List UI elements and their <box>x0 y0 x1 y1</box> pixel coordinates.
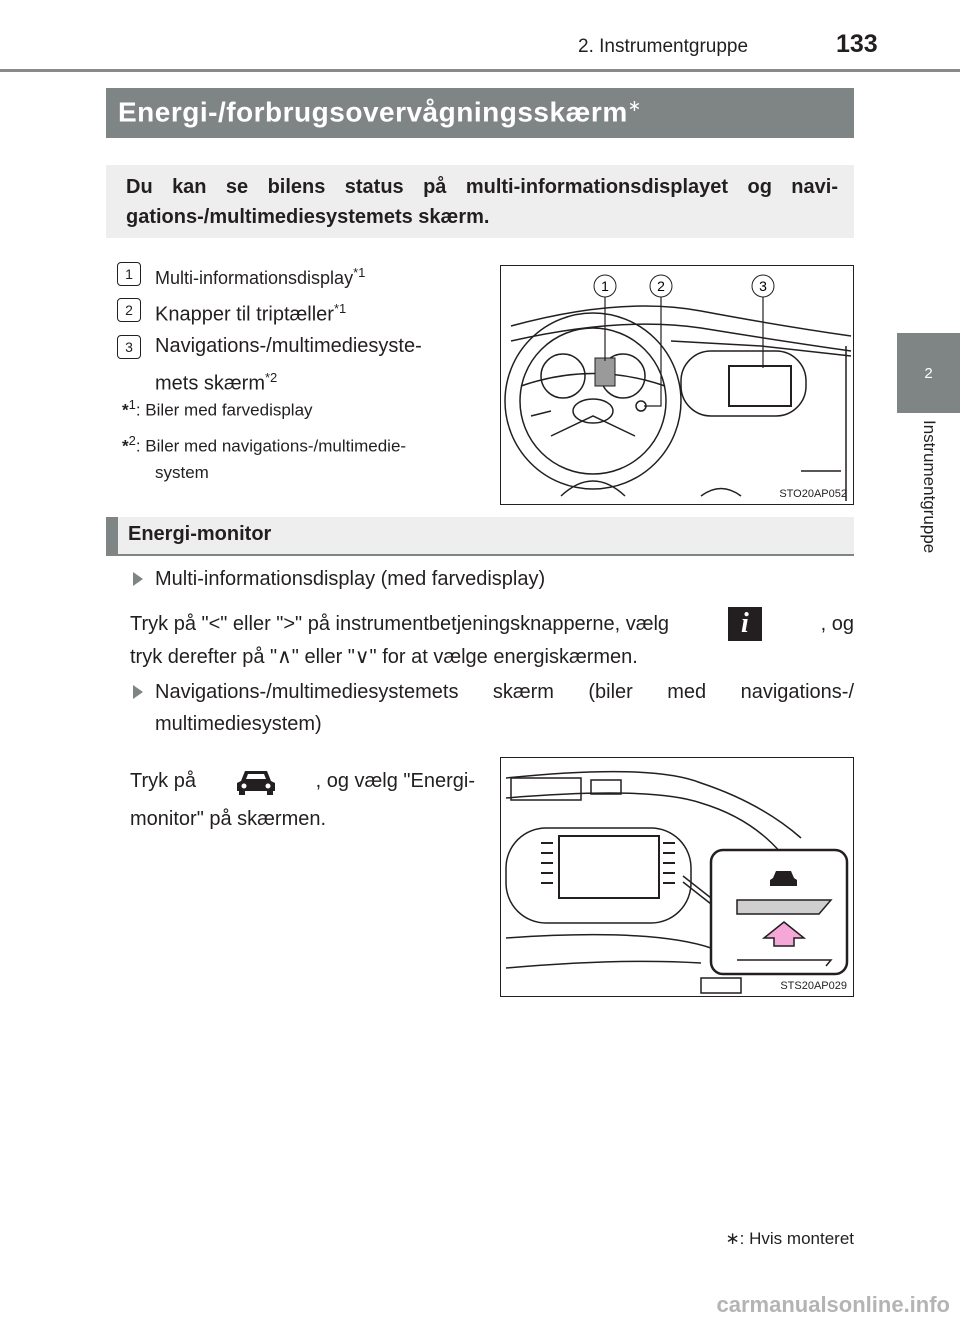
title-bar <box>106 88 854 138</box>
chapter-tab-label <box>897 420 960 590</box>
fig-footnote-2-mark: * <box>122 436 129 456</box>
info-i-icon: i <box>728 607 762 641</box>
page-number: 133 <box>836 30 878 58</box>
callout-number-3: 3 <box>117 335 141 359</box>
callout-1-note: *1 <box>353 265 366 280</box>
fig-footnote-1-text: : Biler med farvedisplay <box>135 400 313 420</box>
fig-footnote-2-line2: system <box>155 462 209 482</box>
callout-3-line1: Navigations-/multimediesyste- <box>155 335 422 357</box>
page-footnote: ∗: Hvis monteret <box>725 1229 854 1248</box>
section-heading <box>106 517 854 556</box>
triangle-bullet-icon <box>133 685 143 699</box>
callout-2-note: *1 <box>333 301 347 316</box>
page-title-text: Energi-/forbrugsovervågningsskærm <box>118 96 628 128</box>
fig1-label-2: 2 <box>657 278 665 294</box>
fig-footnote-2-text: : Biler med navigations-/multimedie- <box>135 436 407 456</box>
fig1-label-1: 1 <box>601 278 609 294</box>
callout-2 <box>155 293 346 331</box>
chapter-heading: 2. Instrumentgruppe <box>578 36 749 57</box>
intro-text: Du kan se bilens status på multi-informationsdisplayet og navi-gations-/multimediesystemets skærm. <box>126 176 838 228</box>
multimedia-figure <box>500 757 854 997</box>
dashboard-figure <box>500 265 854 505</box>
paragraph-1 <box>130 607 854 673</box>
paragraph-2 <box>130 762 475 838</box>
car-icon <box>235 765 277 797</box>
callout-1-text: Multi-informationsdisplay <box>155 268 354 288</box>
figure1-code: STO20AP052 <box>779 488 847 500</box>
dashboard-illustration <box>501 266 853 504</box>
page-title <box>118 96 642 128</box>
chapter-tab: 2 <box>897 333 960 413</box>
bullet-2: Navigations-/multimediesystemets skærm (biler med navigations-/ multimediesystem) <box>155 681 854 735</box>
callout-number-2: 2 <box>117 298 141 322</box>
fig1-label-3: 3 <box>759 278 767 294</box>
paragraph-1-after: , og <box>820 613 854 635</box>
fig-footnote-1-mark: * <box>122 400 129 420</box>
fig-footnote-2 <box>122 428 492 486</box>
intro-box <box>106 165 854 238</box>
callout-2-text: Knapper til triptæller <box>155 303 334 326</box>
callout-3 <box>155 330 422 400</box>
callout-number-1: 1 <box>117 262 141 286</box>
paragraph-2-line2: monitor" på skærmen. <box>130 808 327 830</box>
fig-footnote-1 <box>122 392 313 424</box>
title-mark: ∗ <box>627 98 642 115</box>
fig-footnote-2-sup: 2 <box>128 433 136 448</box>
figure2-code: STS20AP029 <box>780 980 847 992</box>
callout-3-line2: mets skærm <box>155 372 265 395</box>
triangle-bullet-icon <box>133 572 143 586</box>
callout-3-note: *2 <box>265 370 278 385</box>
fig-footnote-1-sup: 1 <box>128 397 136 412</box>
bullet-1: Multi-informationsdisplay (med farvedisplay) <box>155 568 546 590</box>
paragraph-1-line2: tryk derefter på "∧" eller "∨" for at vælge energiskærmen. <box>130 646 638 668</box>
chapter-tab-label-text: Instrumentgruppe <box>919 420 939 554</box>
multimedia-illustration <box>501 758 853 996</box>
paragraph-2-before: Tryk på <box>130 770 196 792</box>
paragraph-1-before: Tryk på "<" eller ">" på instrumentbetjeningsknapperne, vælg <box>130 613 670 635</box>
callout-1 <box>155 257 365 294</box>
section-heading-text: Energi-monitor <box>128 523 272 545</box>
header-rule <box>0 69 960 72</box>
paragraph-2-after: , og vælg "Energi- <box>315 770 475 792</box>
watermark: carmanualsonline.info <box>716 1292 950 1317</box>
